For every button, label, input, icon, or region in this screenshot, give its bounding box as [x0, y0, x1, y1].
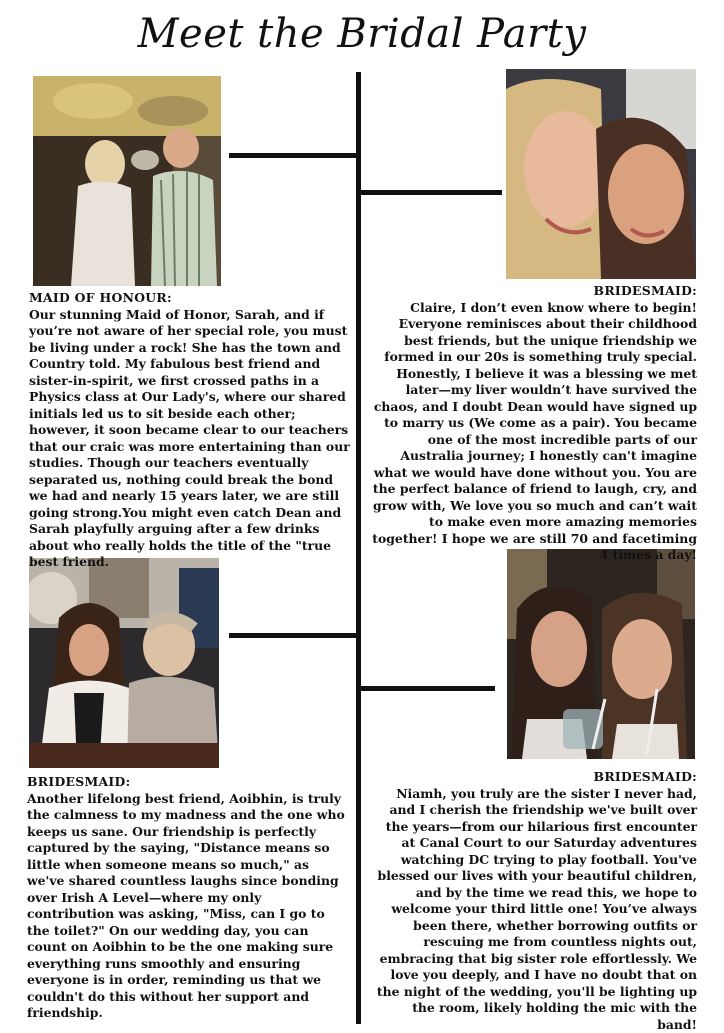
timeline-connector-2: [361, 190, 502, 195]
bridesmaid-claire-role: BRIDESMAID:: [372, 283, 697, 300]
bridesmaid-niamh-section: [372, 769, 697, 1033]
bridesmaid-niamh-role: BRIDESMAID:: [372, 769, 697, 786]
page-title: Meet the Bridal Party: [0, 6, 724, 62]
bridesmaid-aoibhin-role: BRIDESMAID:: [27, 774, 349, 791]
maid-of-honour-photo: [33, 76, 221, 286]
timeline-connector-1: [229, 153, 357, 158]
maid-of-honour-section: [29, 290, 351, 571]
bridesmaid-aoibhin-section: [27, 774, 349, 1022]
timeline-connector-4: [361, 686, 495, 691]
bridesmaid-claire-photo: [506, 69, 696, 279]
bridesmaid-niamh-description: Niamh, you truly are the sister I never had, and I cherish the friendship we've built over the years—from our hilarious first encounter at Canal Court to our Saturday adventures watching DC trying to play football. You've blessed our lives with your beautiful children, and by the time we read this, we hope to welcome your third little one! You’ve always been there, whether borrowing outfits or rescuing me from countless nights out, embracing that big sister role effortlessly. We love you deeply, and I have no doubt that on the night of the wedding, you'll be lighting up the room, likely holding the mic with the band!: [372, 786, 697, 1033]
bridesmaid-claire-description: Claire, I don’t even know where to begin! Everyone reminisces about their childhood best friends, but the unique friendship we formed in our 20s is something truly special. Honestly, I believe it was a blessing we met later—my liver wouldn’t have survived the chaos, and I doubt Dean would have signed up to marry us (We come as a pair). You became one of the most incredible parts of our Australia journey; I honestly can't imagine what we would have done without you. You are the perfect balance of friend to laugh, cry, and grow with, We love you so much and can’t wait to make even more amazing memories together! I hope we are still 70 and facetiming 4 times a day!: [372, 300, 697, 564]
bridesmaid-niamh-photo: [507, 549, 695, 759]
maid-of-honour-description: Our stunning Maid of Honor, Sarah, and if you’re not aware of her special role, you must be living under a rock! She has the town and Country told. My fabulous best friend and sister-in-spirit, we first crossed paths in a Physics class at Our Lady's, where our shared initials led us to sit beside each other; however, it soon became clear to our teachers that our craic was more entertaining than our studies. Though our teachers eventually separated us, nothing could break the bond we had and nearly 15 years later, we are still going strong.You might even catch Dean and Sarah playfully arguing after a few drinks about who really holds the title of the "true best friend.: [29, 307, 351, 571]
timeline-connector-3: [229, 633, 357, 638]
bridesmaid-aoibhin-description: Another lifelong best friend, Aoibhin, is truly the calmness to my madness and the one who keeps us sane. Our friendship is perfectly captured by the saying, "Distance means so little when someone means so much," as we've shared countless laughs since bonding over Irish A Level—where my only contribution was asking, "Miss, can I go to the toilet?" On our wedding day, you can count on Aoibhin to be the one making sure everything runs smoothly and ensuring everyone is in order, reminding us that we couldn't do this without her support and friendship.: [27, 791, 349, 1022]
bridesmaid-aoibhin-photo: [29, 558, 219, 768]
bridesmaid-claire-section: [372, 283, 697, 564]
timeline-vertical-line: [356, 72, 361, 1024]
maid-of-honour-role: MAID OF HONOUR:: [29, 290, 351, 307]
